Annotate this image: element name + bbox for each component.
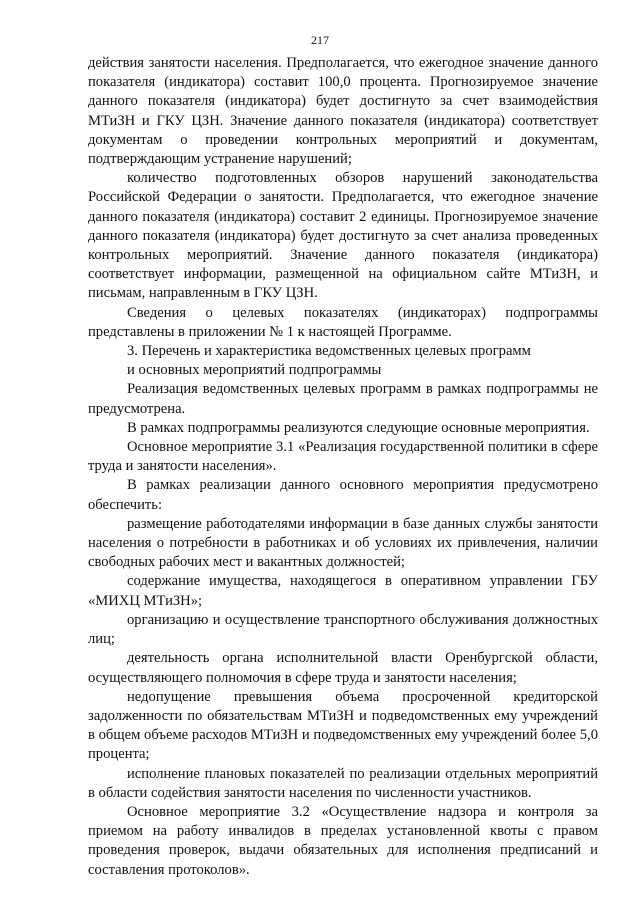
paragraph-activity-3-1-intro: В рамках реализации данного основного мероприятия предусмотрено обеспечить: <box>88 477 598 513</box>
section-heading-line-1: 3. Перечень и характеристика ведомственных целевых программ <box>127 343 531 360</box>
paragraph-activity-3-2: Основное мероприятие 3.2 «Осуществление надзора и контроля за приемом на работу инвалидов в пределах установленной квоты с правом проведения проверок, выдачи обязательных для исполнения предписаний и составления протоколов». <box>88 803 598 878</box>
paragraph-continuation: действия занятости населения. Предполагается, что ежегодное значение данного показателя (индикатора) составит 100,0 процента. Прогнозируемое значение данного показателя (индикатора) будет достигнуто за счет взаимодействия МТиЗН и ГКУ ЦЗН. Значение данного показателя (индикатора) соответствует документам о проведении контрольных мероприятий и документам, подтверждающим устранение нарушений; <box>88 55 598 168</box>
paragraph-main-activities-intro: В рамках подпрограммы реализуются следующие основные мероприятия. <box>127 419 590 436</box>
list-item-transport: организацию и осуществление транспортного обслуживания должностных лиц; <box>88 611 598 648</box>
list-item-overdue-debt: недопущение превышения объема просроченной кредиторской задолженности по обязательствам МТиЗН и подведомственных ему учреждений в общем объеме расходов МТиЗН и подведомственных ему учреждений более 5,0 процента; <box>88 688 598 763</box>
document-body <box>88 54 598 880</box>
page-number: 217 <box>311 33 329 47</box>
section-heading <box>88 342 598 380</box>
paragraph-reviews-count: количество подготовленных обзоров нарушений законодательства Российской Федерации о занятости. Предполагается, что ежегодное значение данного показателя (индикатора) составит 2 единицы. Прогнозируемое значение данного показателя (индикатора) будет достигнуто за счет анализа проведенных контрольных мероприятий. Значение данного показателя (индикатора) соответствует информации, размещенной на официальном сайте МТиЗН, и письмам, направленным в ГКУ ЦЗН. <box>88 170 598 302</box>
list-item-property: содержание имущества, находящегося в оперативном управлении ГБУ «МИХЦ МТиЗН»; <box>88 573 598 609</box>
section-heading-line-2: и основных мероприятий подпрограммы <box>127 362 382 379</box>
list-item-employer-info: размещение работодателями информации в базе данных службы занятости населения о потребности в работниках и об условиях их привлечения, наличии свободных рабочих мест и вакантных должностей; <box>88 515 598 571</box>
paragraph-indicators-appendix: Сведения о целевых показателях (индикаторах) подпрограммы представлены в приложении № 1 к настоящей Программе. <box>88 304 598 340</box>
list-item-authority-activity: деятельность органа исполнительной власти Оренбургской области, осуществляющего полномочия в сфере труда и занятости населения; <box>88 650 598 686</box>
list-item-planned-indicators: исполнение плановых показателей по реализации отдельных мероприятий в области содействия занятости населения по численности участников. <box>88 765 598 801</box>
paragraph-vcp-not-provided: Реализация ведомственных целевых программ в рамках подпрограммы не предусмотрена. <box>88 381 598 417</box>
paragraph-activity-3-1: Основное мероприятие 3.1 «Реализация государственной политики в сфере труда и занятости населения». <box>88 439 598 475</box>
